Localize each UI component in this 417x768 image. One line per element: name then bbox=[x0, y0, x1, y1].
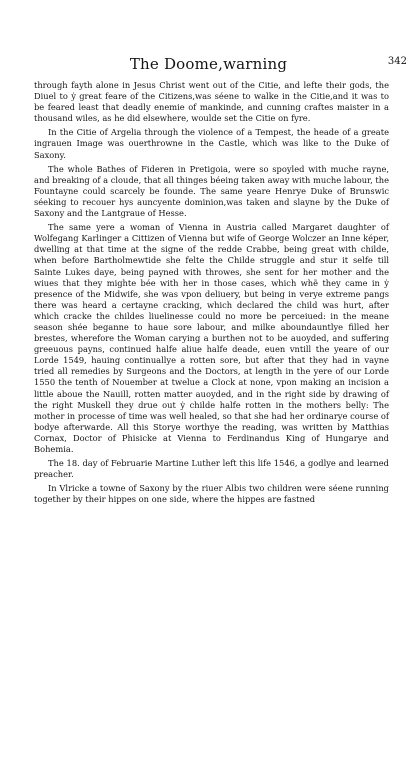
running-title: The Doome,warning bbox=[129, 55, 288, 73]
paragraph-vienna-woman: The same yere a woman of Vienna in Austria called Margaret daughter of Wolfegang Karlinger a Cittizen of Vienna but wife of George Wolczer an Inne képer, dwelling at that time at the signe of the redde Crabbe, being great with childe, when before Bartholmewtide she felte the Childe struggle and stur it selfe till Sainte Lukes daye, being payned with throwes, she sent for her mother and the wiues that they mighte bée with her in those cases, which whẽ they came in ẏ presence of the Midwife, she was vpon deliuery, but being in verye extreme pangs there was heard a certayne cracking, which declared the child was hurt, after which cracke the childes liuelinesse could no more be perceiued: in the meane season shée beganne to haue sore labour, and milke aboundauntlye filled her brestes, wherefore the Woman carying a burthen not to be auoyded, and suffering greeuous payns, continued halfe aliue halfe deade, euen vntill the yeare of our Lorde 1549, hauing continuallye a rotten sore, but after that they had in vayne tried all remedies by Surgeons and the Doctors, at length in the yere of our Lorde 1550 the tenth of Nouember at twelue a Clock at none, vpon making an incision a little aboue the Nauill, rotten matter auoyded, and in the right side by drawing of the right Muskell they drue out ẏ childe halfe rotten in the mothers belly: The mother in processe of time was well healed, so that she had her ordinarye course of bodye afterwarde. All this Storye worthye the reading, was written by Matthias Cornax, Doctor of Phisicke at Vienna to Ferdinandus King of Hungarye and Bohemia. bbox=[34, 222, 389, 454]
paragraph-continuation: through fayth alone in Jesus Christ went out of the Citie, and lefte their gods, the Diuel to ẏ great feare of the Citizens,was séene to walke in the Citie,and it was to be feared least that deadly enemie of mankinde, and cunning craftes maister in a thousand wiles, as he did elsewhere, woulde set the Citie on fyre. bbox=[34, 80, 389, 124]
paragraph-fideren: The whole Bathes of Fideren in Pretigoia, were so spoyled with muche rayne, and breaking of a cloude, that all thinges béeing taken away with muche labour, the Fountayne could scarcely be founde. The same yeare Henrye Duke of Brunswic séeking to recouer hys auncyente dominion,was taken and slayne by the Duke of Saxony and the Lantgraue of Hesse. bbox=[34, 163, 389, 219]
paragraph-saxony-children: In Vlricke a towne of Saxony by the riuer Albis two children were séene running together by their hippes on one side, where the hippes are fastned bbox=[34, 483, 389, 505]
page-number: 342 bbox=[387, 56, 407, 67]
paragraph-argelia: In the Citie of Argelia through the violence of a Tempest, the heade of a greate ingrauen Image was ouerthrowne in the Castle, which was like to the Duke of Saxony. bbox=[34, 127, 389, 160]
paragraph-luther: The 18. day of Februarie Martine Luther left this life 1546, a godlye and learned preacher. bbox=[34, 458, 389, 480]
body-text bbox=[34, 80, 389, 505]
